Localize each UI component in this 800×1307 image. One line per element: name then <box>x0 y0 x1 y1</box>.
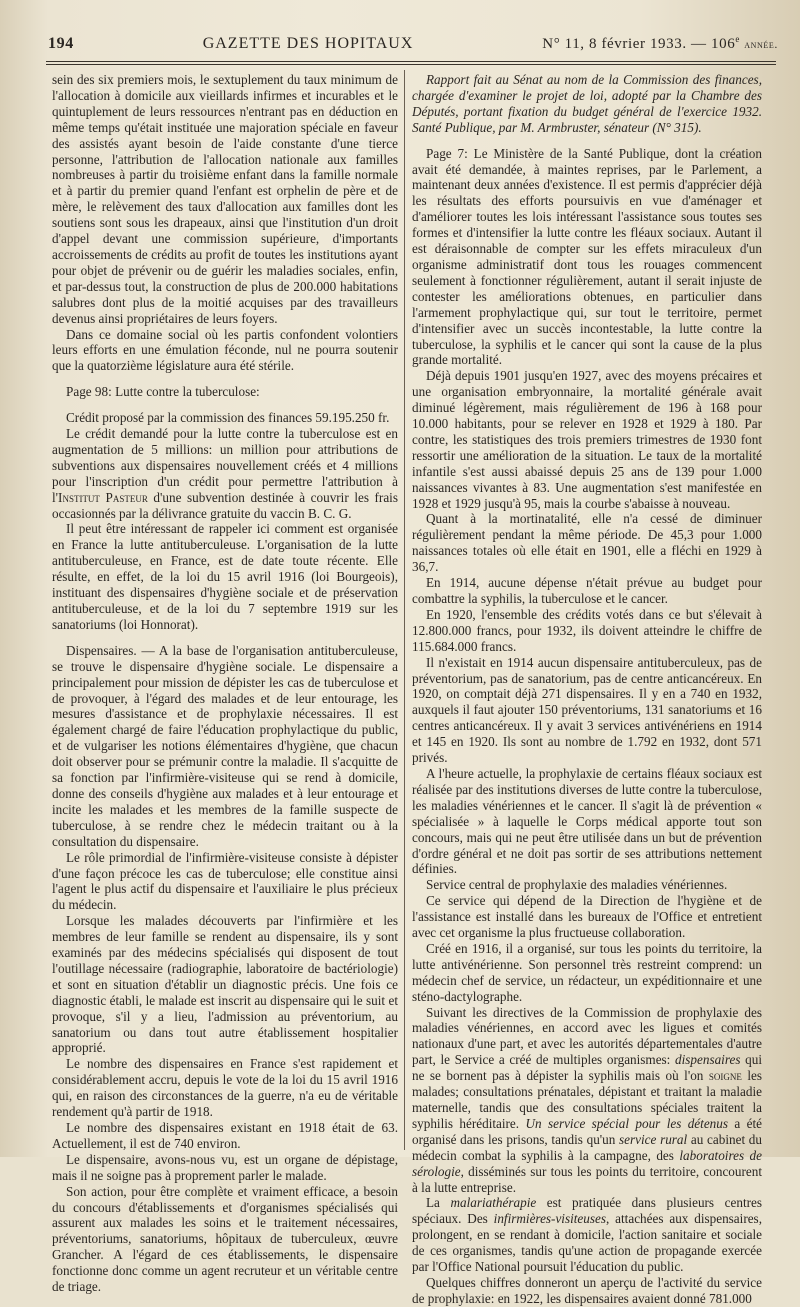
page-number: 194 <box>48 35 74 52</box>
right-column <box>412 72 762 1307</box>
paragraph: Dans ce domaine social où les partis confondent volontiers leurs efforts en une émulation féconde, nul ne pourra soutenir que la quatorzième législature aura été stérile. <box>52 326 398 374</box>
section-heading: Page 98: Lutte contre la tuberculose: <box>66 384 260 400</box>
paragraph: A l'heure actuelle, la prophylaxie de certains fléaux sociaux est réalisée par des institutions diverses de lutte contre la tuberculose, les maladies vénériennes et le cancer. Il s'agit là de prévention « spécialisée » à laquelle le Corps médical apporte tout son concours, mais qui ne peut être utilisée dans un but de prévention d'ordre général et ne doit pas sortir de ses attributions nettement définies. <box>412 765 762 877</box>
paragraph: Le crédit demandé pour la lutte contre la tuberculose est en augmentation de 5 millions: un million pour attributions de subventions aux dispensaires nouvellement créés et 4 millions pour l'inscription d'un crédit pour permettre l'attribution à l'Institut Pasteur d'une subvention destinée à couvrir les frais occasionnés par la délivrance gratuite du vaccin B. C. G. <box>52 426 398 521</box>
paragraph: sein des six premiers mois, le sextuplement du taux minimum de l'allocation à domicile aux vieillards infirmes et incurables et le quintuplement de leurs ressources n'entrant pas en déduction en même temps qu'était instituée une majoration spéciale en faveur des assistés ayant besoin de l'aide constante d'une tierce personne, l'attribution de l'allocation nationale aux familles nombreuses à partir du troisième enfant dans la famille normale et à partir du premier quand l'enfant est orphelin de père et de mère, le relèvement des taux d'allocation aux familles dont les soutiens sont sous les drapeaux, ainsi que l'institution d'un droit d'appel devant une commission supérieure, d'importants accroissements de crédits au profit de toutes les institutions ayant pour objet de prévenir ou de guérir les maladies sociales, enfin, et par-dessus tout, la construction de plus de 200.000 habitations salubres dont plus de la moitié acquises par des travailleurs devenus ainsi propriétaires de leurs foyers. <box>52 72 398 326</box>
paragraph: Quant à la mortinatalité, elle n'a cessé de diminuer régulièrement pendant la même période. De 45,3 pour 1.000 naissances totales où elle était en 1901, elle a fléchi en 1929 à 36,7. <box>412 511 762 575</box>
running-header <box>48 34 778 58</box>
paragraph: Quelques chiffres donneront un aperçu de l'activité du service de prophylaxie: en 1922, les dispensaires avaient donné 781.000 <box>412 1274 762 1306</box>
paragraph: Créé en 1916, il a organisé, sur tous les points du territoire, la lutte antivénérienne. Son personnel très restreint comprend: un médecin chef de service, un rédacteur, un expéditionnaire et une sténo-dactylographe. <box>412 940 762 1004</box>
header-rule <box>46 61 776 62</box>
paragraph: Le nombre des dispensaires existant en 1918 était de 63. Actuellement, il est de 740 environ. <box>52 1120 398 1151</box>
column-divider <box>404 70 405 1150</box>
paragraph: Suivant les directives de la Commission de prophylaxie des maladies vénériennes, en accord avec les ligues et comités nationaux d'une part, et avec les autorités départementales d'autre part, le Service a créé de multiples organismes: dispensaires qui ne se bornent pas à dépister la syphilis mais où l'on soigne les malades; consultations prénatales, dépistant et traitant la maladie maternelle, tandis que des consultations spéciales traitent la syphilis héréditaire. Un service spécial pour les détenus a été organisé dans les prisons, tandis qu'un service rural au cabinet du médecin combat la syphilis à la campagne, des laboratoires de sérologie, disséminés sur tous les points du territoire, concourent à la lutte entreprise. <box>412 1004 762 1195</box>
paragraph: Le rôle primordial de l'infirmière-visiteuse consiste à dépister d'une façon précoce les cas de tuberculose; elle constitue ainsi l'agent le plus actif du dispensaire et l'auxiliaire le plus précieux du médecin. <box>52 849 398 913</box>
paragraph: Service central de prophylaxie des maladies vénériennes. <box>426 877 728 893</box>
paragraph: Le nombre des dispensaires en France s'est rapidement et considérablement accru, depuis le vote de la loi du 15 avril 1916 qui, en raison des circonstances de la guerre, n'a eu de véritable rendement qu'à partir de 1918. <box>52 1056 398 1120</box>
paragraph: Il peut être intéressant de rappeler ici comment est organisée en France la lutte antituberculeuse. L'organisation de la lutte antituberculeuse, en France, est de date toute récente. Elle résulte, en effet, de la loi du 15 avril 1916 (loi Bourgeois), instituant des dispensaires d'hygiène sociale et de préservation antituberculeuse, et de la loi du 7 septembre 1919 sur les sanatoriums (loi Honnorat). <box>52 521 398 632</box>
paragraph: Dispensaires. — A la base de l'organisation antituberculeuse, se trouve le dispensaire d'hygiène sociale. Le dispensaire a principalement pour mission de dépister les cas de tuberculose et de provoquer, à l'égard des malades et de leur entourage, les mesures d'assistance et de prophylaxie nécessaires. Il est également chargé de faire l'éducation prophylactique du public, et de vulgariser les notions élémentaires d'hygiène, que chacun doit observer pour se prémunir contre la maladie. Il s'acquitte de sa fonction par l'infirmière-visiteuse qui se rend à domicile, donne des conseils d'hygiène aux malades et à leur entourage et incite les malades et les membres de la famille suspecte de tuberculose, à se rendre chez le médecin traitant ou à la consultation du dispensaire. <box>52 642 398 849</box>
paragraph: Déjà depuis 1901 jusqu'en 1927, avec des moyens précaires et une organisation embryonnaire, la mortalité générale avait diminué légèrement, mais régulièrement de 196 à 168 pour 10.000 habitants, pour se relever en 1928 et 1929 à 180. Par contre, les statistiques des trois premiers trimestres de 1930 font ressortir une amélioration de la situation. Le taux de la mortalité infantile s'est aussi abaissé depuis 25 ans de 139 pour 1.000 naissances vivantes à 83. Une augmentation s'est manifestée en 1928 et 1929 jusqu'à 95, mais la courbe s'abaisse à nouveau. <box>412 368 762 511</box>
header-rule-thin <box>46 64 776 65</box>
report-title: Rapport fait au Sénat au nom de la Commission des finances, chargée d'examiner le projet de loi, adopté par la Chambre des Députés, portant fixation du budget général de l'exercice 1932. Santé Publique, par M. Armbruster, sénateur (N° 315). <box>412 72 762 135</box>
paragraph: En 1920, l'ensemble des crédits votés dans ce but s'élevait à 12.800.000 francs, pour 1932, ils doivent atteindre le chiffre de 115.684.000 francs. <box>412 606 762 654</box>
journal-title: GAZETTE DES HOPITAUX <box>202 35 414 52</box>
paragraph: La malariathérapie est pratiquée dans plusieurs centres spéciaux. Des infirmières-visiteuses, attachées aux dispensaires, prolongent, en se rendant à domicile, l'action sanitaire et sociale de ces organismes, tandis qu'une action de propagande exercée par l'Office National poursuit l'éducation du public. <box>412 1195 762 1275</box>
paragraph: Son action, pour être complète et vraiment efficace, a besoin du concours d'établissements et d'organismes spécialisés qui assurent aux malades les soins et le traitement nécessaires, préventoriums, sanatoriums, hôpitaux de tuberculeux, œuvre Grancher. A l'égard de ces établissements, le dispensaire fonctionne donc comme un agent recruteur et un véritable centre de triage. <box>52 1183 398 1295</box>
paragraph: En 1914, aucune dépense n'était prévue au budget pour combattre la syphilis, la tuberculose et le cancer. <box>412 575 762 606</box>
paragraph: Ce service qui dépend de la Direction de l'hygiène et de l'assistance est installé dans les bureaux de l'Office et entretient avec cet organisme la plus fructueuse collaboration. <box>412 893 762 941</box>
paragraph: Lorsque les malades découverts par l'infirmière et les membres de leur famille se rendent au dispensaire, ils y sont examinés par des médecins spécialisés qui disposent de tout l'outillage nécessaire (radiographie, laboratoire de bactériologie) et sont en situation d'établir un diagnostic précis. Une fois ce diagnostic établi, le malade est inscrit au dispensaire qui le suit et provoque, s'il y a lieu, l'admission au préventorium, au sanatorium ou dans tout autre établissement hospitalier approprié. <box>52 913 398 1056</box>
paragraph: Il n'existait en 1914 aucun dispensaire antituberculeux, pas de préventorium, pas de sanatorium, pas de centre anticancéreux. En 1920, on comptait déjà 271 dispensaires. Il y en a 740 en 1932, auxquels il faut ajouter 150 préventoriums, 131 sanatoriums et 16 centres anticancéreux. Il y avait 3 services antivénériens en 1914 et 145 en 1920. Ils sont au nombre de 1.792 en 1932, dont 571 privés. <box>412 654 762 766</box>
issue-info: N° 11, 8 février 1933. — 106e année. <box>542 34 778 52</box>
paragraph: Page 7: Le Ministère de la Santé Publique, dont la création avait été demandée, à maintes reprises, par le Parlement, a maintenant deux années d'existence. Il est permis d'apprécier déjà les résultats des efforts poursuivis en vue d'aménager et d'améliorer toutes les lois intéressant l'assistance sous toutes ses formes et d'intensifier la lutte contre les fléaux sociaux. Autant il est déraisonnable de compter sur les effets miraculeux d'un organisme administratif dont tous les rouages commencent seulement à fonctionner régulièrement, autant il serait injuste de contester les améliorations obtenues, en particulier dans l'armement prophylactique qui, sur tout le territoire, permet d'intensifier avec un succès incontestable, la lutte contre la tuberculose, la syphilis et le cancer qui sont la cause de la plus grande mortalité. <box>412 145 762 368</box>
paragraph: Crédit proposé par la commission des finances 59.195.250 fr. <box>66 410 390 426</box>
paragraph: Le dispensaire, avons-nous vu, est un organe de dépistage, mais il ne soigne pas à proprement parler le malade. <box>52 1151 398 1183</box>
left-column <box>52 72 398 1295</box>
